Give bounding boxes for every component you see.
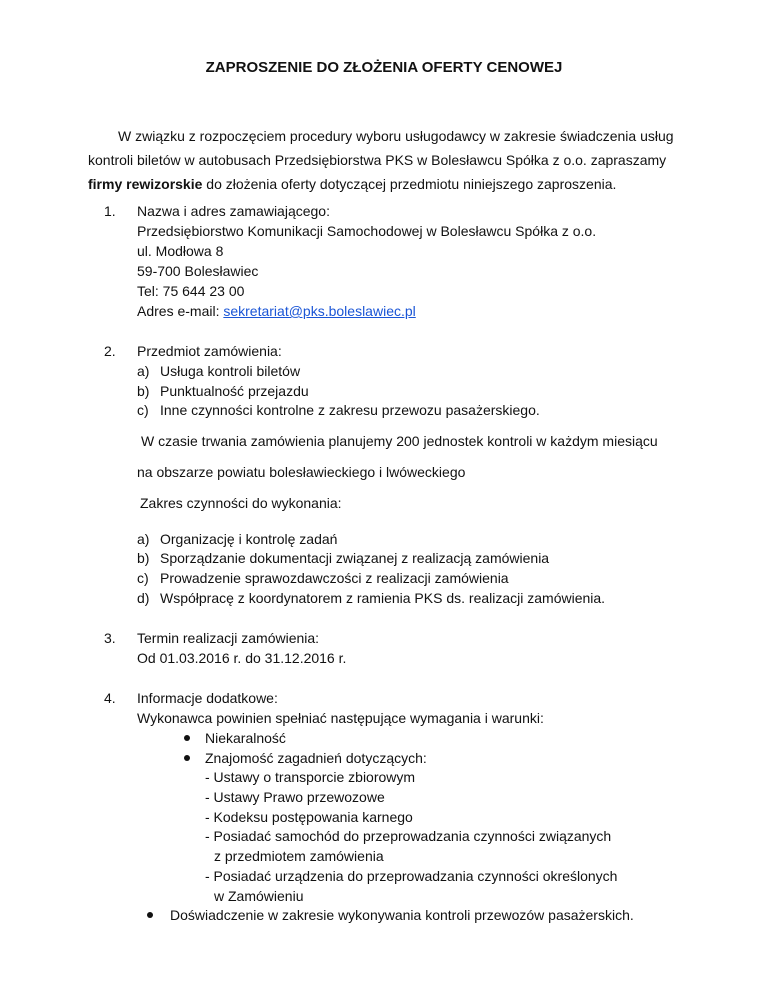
bullet-icon: [184, 755, 190, 761]
section-1-heading: Nazwa i adres zamawiającego:: [137, 203, 330, 219]
intro-line-3-rest: do złożenia oferty dotyczącej przedmiotu niniejszego zaproszenia.: [202, 176, 617, 192]
company-street: ul. Modłowa 8: [137, 243, 224, 259]
section-1-number: 1.: [104, 203, 116, 219]
knowledge-item: - Ustawy o transporcie zbiorowym: [205, 769, 416, 785]
document-title: ZAPROSZENIE DO ZŁOŻENIA OFERTY CENOWEJ: [205, 59, 563, 76]
subject-item-letter: a): [137, 363, 150, 379]
section-3-number: 3.: [104, 630, 116, 646]
section-3-heading: Termin realizacji zamówienia:: [137, 630, 320, 646]
realization-dates: Od 01.03.2016 r. do 31.12.2016 r.: [137, 650, 347, 666]
section-2-number: 2.: [104, 343, 116, 359]
knowledge-item: - Ustawy Prawo przewozowe: [205, 789, 385, 805]
subject-item-text: Usługa kontroli biletów: [160, 363, 301, 379]
knowledge-item: - Kodeksu postępowania karnego: [205, 809, 413, 825]
intro-paragraph: [88, 124, 688, 196]
intro-line-1: W związku z rozpoczęciem procedury wyboru usługodawcy w zakresie świadczenia usług: [118, 128, 674, 144]
intro-bold-phrase: firmy rewizorskie: [88, 176, 203, 192]
scope-item-text: Organizację i kontrolę zadań: [160, 531, 338, 547]
section-4-heading: Informacje dodatkowe:: [137, 690, 278, 706]
subject-item-text: Punktualność przejazdu: [160, 383, 309, 399]
subject-item-letter: b): [137, 383, 150, 399]
intro-line-2: kontroli biletów w autobusach Przedsiębiorstwa PKS w Bolesławcu Spółka z o.o. zapraszamy: [88, 152, 667, 168]
company-phone: Tel: 75 644 23 00: [137, 283, 245, 299]
email-link[interactable]: sekretariat@pks.boleslawiec.pl: [223, 303, 416, 319]
knowledge-item: - Posiadać urządzenia do przeprowadzania czynności określonych: [205, 868, 618, 884]
requirements-intro: Wykonawca powinien spełniać następujące wymagania i warunki:: [137, 710, 544, 726]
scope-item-letter: a): [137, 531, 150, 547]
company-email-line: [137, 301, 416, 321]
scope-item-text: Prowadzenie sprawozdawczości z realizacji zamówienia: [160, 570, 509, 586]
bullet-icon: [147, 912, 153, 918]
knowledge-item: - Posiadać samochód do przeprowadzania czynności związanych: [205, 828, 612, 844]
scope-heading: Zakres czynności do wykonania:: [140, 495, 342, 511]
company-city: 59-700 Bolesławiec: [137, 263, 259, 279]
plan-paragraph-1: W czasie trwania zamówienia planujemy 200 jednostek kontroli w każdym miesiącu: [141, 433, 658, 449]
subject-item-text: Inne czynności kontrolne z zakresu przewozu pasażerskiego.: [160, 402, 540, 418]
company-name: Przedsiębiorstwo Komunikacji Samochodowej w Bolesławcu Spółka z o.o.: [137, 223, 597, 239]
section-4-number: 4.: [104, 690, 116, 706]
knowledge-item-continuation: w Zamówieniu: [214, 888, 304, 904]
section-2-heading: Przedmiot zamówienia:: [137, 343, 282, 359]
bullet-icon: [184, 735, 190, 741]
requirement-item: Znajomość zagadnień dotyczących:: [205, 750, 427, 766]
plan-paragraph-2: na obszarze powiatu bolesławieckiego i lwóweckiego: [137, 464, 466, 480]
scope-item-letter: c): [137, 570, 149, 586]
scope-item-text: Sporządzanie dokumentacji związanej z realizacją zamówienia: [160, 550, 550, 566]
scope-item-letter: d): [137, 590, 150, 606]
scope-item-text: Współpracę z koordynatorem z ramienia PKS ds. realizacji zamówienia.: [160, 590, 606, 606]
intro-line-3: [88, 172, 688, 196]
subject-item-letter: c): [137, 402, 149, 418]
requirement-item: Doświadczenie w zakresie wykonywania kontroli przewozów pasażerskich.: [170, 907, 634, 923]
email-label: Adres e-mail:: [137, 303, 224, 319]
knowledge-item-continuation: z przedmiotem zamówienia: [214, 848, 384, 864]
scope-item-letter: b): [137, 550, 150, 566]
requirement-item: Niekaralność: [205, 730, 286, 746]
